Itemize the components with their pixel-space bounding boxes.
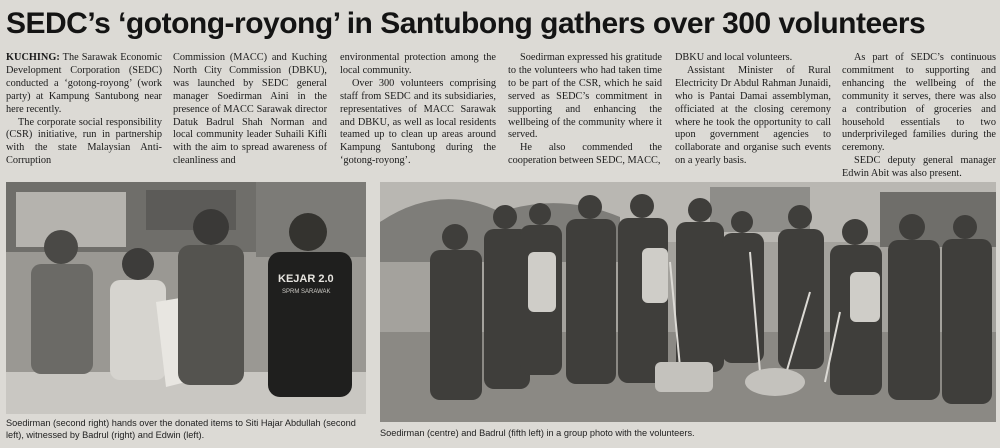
- paragraph: DBKU and local volunteers.: [675, 52, 793, 63]
- paragraph: The corporate social responsibility (CSR) initiative, run in partnership with the state Malaysian Anti-Corruption: [6, 116, 162, 167]
- article-column-6: [842, 52, 996, 180]
- photo-handover: [6, 182, 366, 414]
- paragraph: As part of SEDC’s continuous commitment to supporting and enhancing the wellbeing of the community it serves, there was also a contribution of groceries and household essentials to two underprivileged families during the ceremony.: [842, 52, 996, 154]
- paragraph: Over 300 volunteers comprising staff from SEDC and its subsidiaries, representatives of MACC Sarawak and DBKU, as well as local residents teamed up to clean up areas around Kampung Santubong during the ‘gotong-royong’.: [340, 77, 496, 167]
- headline: SEDC’s ‘gotong-royong’ in Santubong gathers over 300 volunteers: [6, 7, 926, 40]
- paragraph: Commission (MACC) and Kuching North City Commission (DBKU), was launched by SEDC general manager Soedirman Aini in the presence of MACC Sarawak director Datuk Badrul Shah Norman and local community leader Suhaili Kifli with the aim to spread awareness of cleanliness and: [173, 52, 327, 167]
- photo-group-caption: Soedirman (centre) and Badrul (fifth left) in a group photo with the volunteers.: [380, 428, 695, 438]
- article-column-4: [508, 52, 662, 180]
- article-column-5: [675, 52, 831, 180]
- paragraph: Soedirman expressed his gratitude to the volunteers who had taken time to be part of the CSR, which he said served as SEDC’s commitment in supporting and enhancing the wellbeing of the community where it served.: [508, 52, 662, 141]
- article-column-1: [6, 52, 162, 180]
- photo-handover-image: [6, 182, 366, 414]
- paragraph: Assistant Minister of Rural Electricity Dr Abdul Rahman Junaidi, who is Pantai Damai assemblyman, officiated at the closing ceremony where he took the opportunity to call upon government agencies to collaborate and organise such events on a yearly basis.: [675, 64, 831, 167]
- paragraph: environmental protection among the local community.: [340, 52, 496, 76]
- shirt-print: KEJAR 2.0: [278, 273, 334, 285]
- article-column-2: [173, 52, 327, 180]
- dateline: KUCHING:: [6, 52, 60, 63]
- article-column-3: [340, 52, 496, 180]
- paragraph: SEDC deputy general manager Edwin Abit was also present.: [842, 155, 996, 180]
- shirt-print-sub: SPRM SARAWAK: [282, 289, 331, 295]
- photo-group: [380, 182, 996, 422]
- paragraph: He also commended the cooperation between SEDC, MACC,: [508, 142, 662, 167]
- paragraph: [6, 52, 162, 117]
- photo-handover-caption: Soedirman (second right) hands over the donated items to Siti Hajar Abdullah (second left), witnessed by Badrul (right) and Edwin (left).: [6, 418, 356, 440]
- paragraph-text: The Sarawak Economic Development Corporation (SEDC) conducted a ‘gotong-royong’ (work party) at Kampung Santubong near here recently.: [6, 52, 162, 115]
- photo-group-image: [380, 182, 996, 422]
